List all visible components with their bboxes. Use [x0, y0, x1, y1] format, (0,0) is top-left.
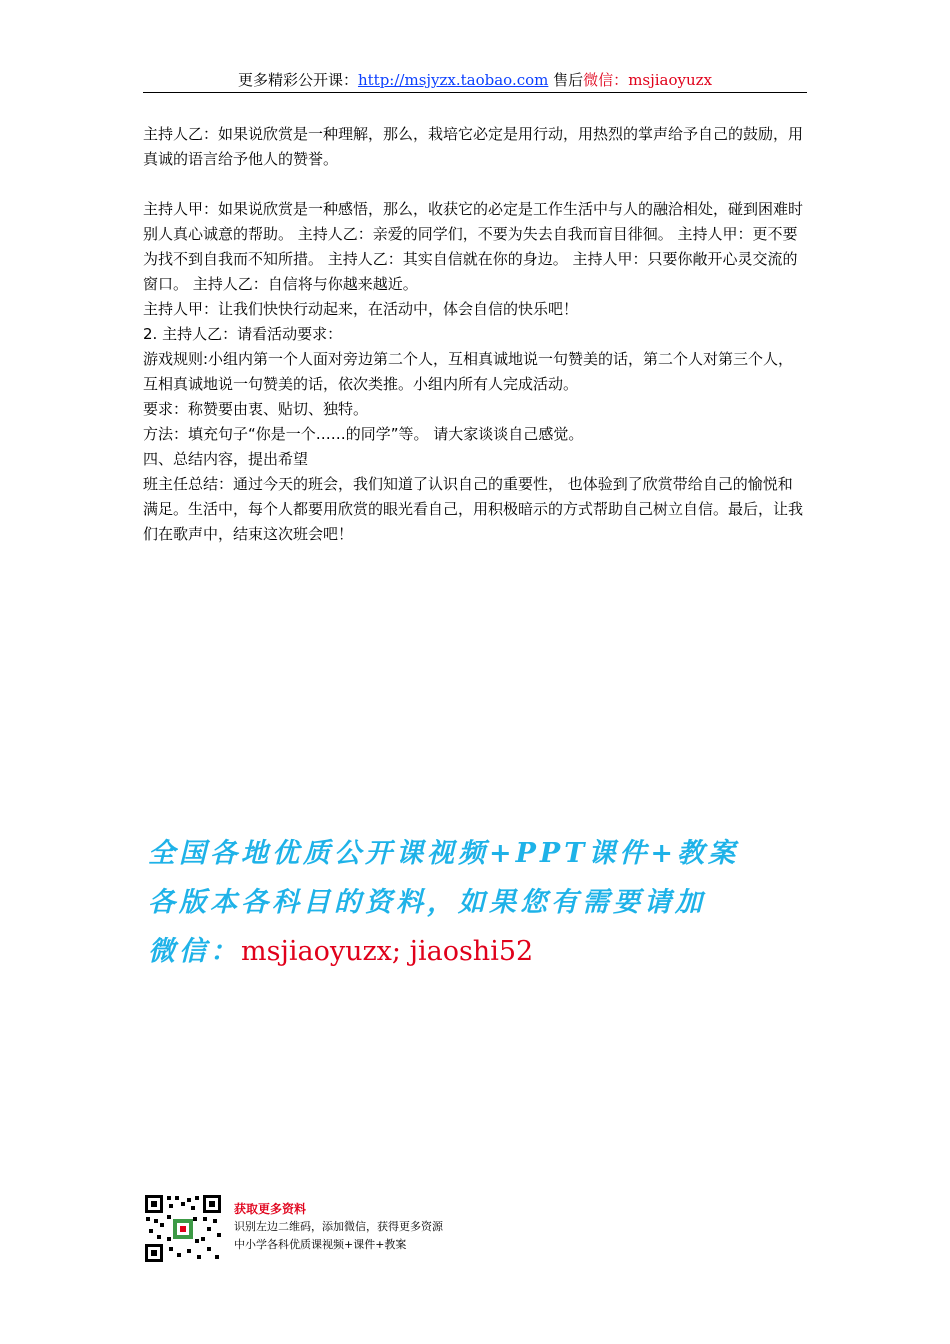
header-after-sale: 售后 — [548, 71, 584, 89]
promo-block — [148, 829, 788, 976]
promo-line-3 — [148, 927, 788, 976]
promo-wechat-label: 微信： — [148, 936, 241, 967]
paragraph: 班主任总结：通过今天的班会，我们知道了认识自己的重要性， 也体验到了欣赏带给自己的愉悦和满足。生活中，每个人都要用欣赏的眼光看自己，用积极暗示的方式帮助自己树立自信。最后，让我们在歌声中，结束这次班会吧！ — [143, 475, 804, 543]
promo-wechat-ids: msjiaoyuzx; jiaoshi52 — [241, 936, 534, 967]
promo-line-1: 全国各地优质公开课视频+PPT课件+教案 — [148, 838, 739, 869]
qr-title: 获取更多资料 — [234, 1202, 307, 1216]
qr-line-1: 识别左边二维码，添加微信，获得更多资源 — [234, 1220, 443, 1233]
promo-line-2: 各版本各科目的资料，如果您有需要请加 — [148, 887, 706, 918]
document-body — [143, 122, 807, 547]
page-header — [143, 70, 807, 90]
paragraph: 主持人乙：如果说欣赏是一种理解，那么，栽培它必定是用行动，用热烈的掌声给予自己的鼓励，用真诚的语言给予他人的赞誉。 — [143, 125, 804, 168]
header-divider — [143, 92, 807, 93]
header-wechat-label: 微信： — [583, 71, 629, 89]
qr-caption — [234, 1200, 443, 1254]
paragraph-gap — [143, 172, 807, 197]
header-wechat-id: msjiaoyuzx — [628, 71, 713, 89]
paragraph: 2. 主持人乙：请看活动要求： — [143, 325, 343, 343]
section-heading: 四、总结内容，提出希望 — [143, 450, 309, 468]
paragraph: 主持人甲：如果说欣赏是一种感悟，那么，收获它的必定是工作生活中与人的融洽相处，碰到困难时别人真心诚意的帮助。 主持人乙：亲爱的同学们，不要为失去自我而盲目徘徊。 主持人甲：更不要为找不到自我而不知所措。 主持人乙：其实自信就在你的身边。 主持人甲：只要你敞开心灵交流的窗口。 主持人乙：自信将与你越来越近。 — [143, 200, 804, 293]
paragraph: 方法：填充句子“你是一个……的同学”等。 请大家谈谈自己感觉。 — [143, 425, 584, 443]
paragraph: 主持人甲：让我们快快行动起来，在活动中，体会自信的快乐吧！ — [143, 300, 579, 318]
qr-line-2: 中小学各科优质课视频+课件+教案 — [234, 1238, 407, 1251]
header-prefix: 更多精彩公开课： — [237, 71, 358, 89]
qr-code-icon[interactable] — [143, 1193, 223, 1264]
paragraph: 游戏规则:小组内第一个人面对旁边第二个人，互相真诚地说一句赞美的话，第二个人对第三个人，互相真诚地说一句赞美的话，依次类推。小组内所有人完成活动。 — [143, 350, 794, 393]
paragraph: 要求：称赞要由衷、贴切、独特。 — [143, 400, 369, 418]
shop-link[interactable]: http://msjyzx.taobao.com — [357, 71, 549, 89]
